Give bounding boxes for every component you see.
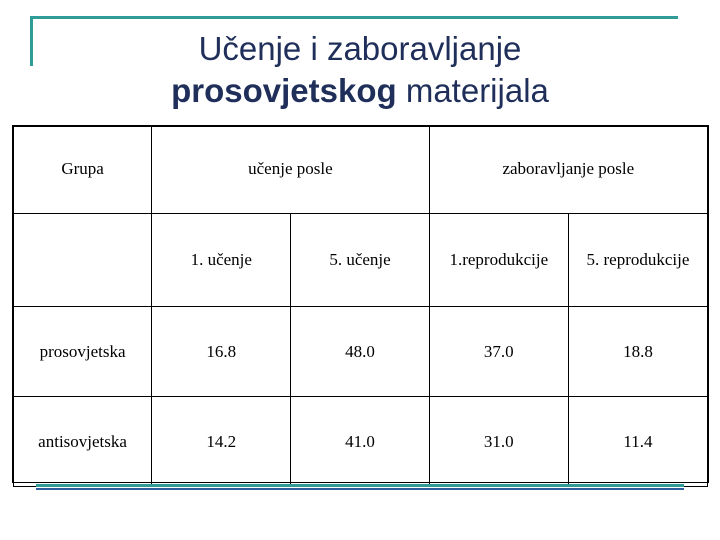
subheader-row (14, 214, 708, 307)
table-row (14, 397, 708, 487)
cell-learn1: 16.8 (152, 307, 291, 397)
page-title (0, 28, 720, 112)
table-row (14, 307, 708, 397)
row-group: prosovjetska (14, 307, 152, 397)
header-row (14, 127, 708, 214)
bottom-decoration-line-secondary (36, 488, 684, 490)
title-rest: materijala (396, 72, 549, 109)
cell-learn1: 14.2 (152, 397, 291, 487)
header-learning-after: učenje posle (152, 127, 430, 214)
bottom-decoration-line (36, 484, 684, 487)
header-group: Grupa (14, 127, 152, 214)
subheader-repro1: 1.reprodukcije (429, 214, 568, 307)
cell-repro1: 37.0 (429, 307, 568, 397)
cell-repro1: 31.0 (429, 397, 568, 487)
results-table-container (12, 125, 709, 483)
subheader-repro5: 5. reprodukcije (568, 214, 707, 307)
subheader-empty (14, 214, 152, 307)
subheader-learn5: 5. učenje (291, 214, 429, 307)
title-line-2 (0, 70, 720, 112)
header-forgetting-after: zaboravljanje posle (429, 127, 707, 214)
results-table (13, 126, 708, 487)
cell-repro5: 11.4 (568, 397, 707, 487)
cell-learn5: 48.0 (291, 307, 429, 397)
cell-repro5: 18.8 (568, 307, 707, 397)
cell-learn5: 41.0 (291, 397, 429, 487)
row-group: antisovjetska (14, 397, 152, 487)
top-decoration-line (30, 16, 678, 19)
subheader-learn1: 1. učenje (152, 214, 291, 307)
title-line-1: Učenje i zaboravljanje (198, 30, 522, 67)
title-bold-word: prosovjetskog (171, 72, 397, 109)
